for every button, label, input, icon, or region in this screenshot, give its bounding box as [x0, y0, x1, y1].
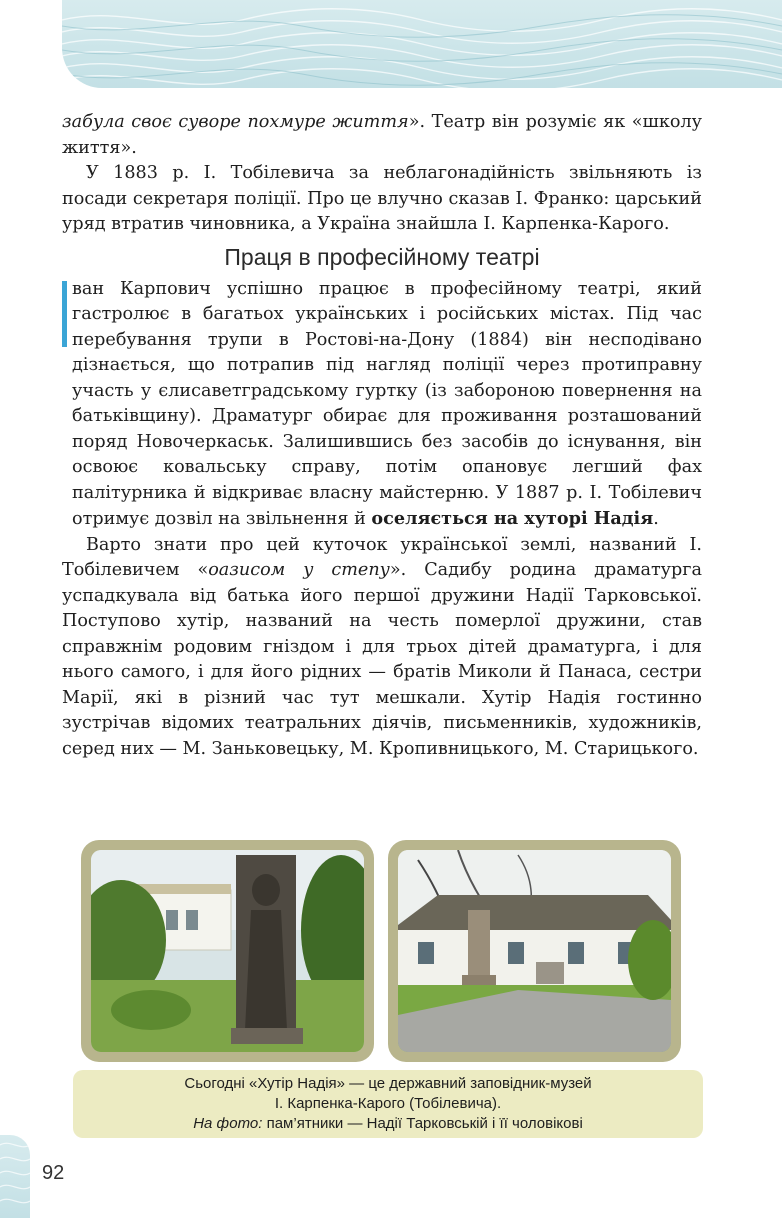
- paragraph-3-text: ван Карпович успішно працює в професійному театрі, який гастролює в багатьох українських і російських містах. Під час перебування трупи в Ростові-на-Дону (1884) він несподівано дізнається, що потрапив під нагляд поліції через протиправну участь у єлисаветградському гуртку (із забороною повернення на батьківщину). Драматург обирає для проживання розташований поряд Новочеркаськ. Залишившись без засобів до існування, він освоює ковальську справу, потім опановує легший фах палітурника й відкриває власну майстерню. У 1887 р. І. Тобілевич отримує дозвіл на звільнення й: [72, 278, 702, 529]
- italic-quote: забула своє суворе похмуре життя: [62, 112, 409, 132]
- photo-row: [81, 840, 681, 1062]
- decorative-wave-corner: [0, 1135, 30, 1218]
- page-number: 92: [42, 1162, 65, 1184]
- section-heading: Праця в професійному театрі: [224, 243, 540, 270]
- caption-line-2: І. Карпенка-Карого (Тобілевича).: [274, 1095, 502, 1112]
- bold-phrase: оселяється на хуторі Надія: [371, 508, 654, 529]
- paragraph-1: [62, 110, 702, 161]
- photo-museum-house: [388, 840, 681, 1062]
- paragraph-2: У 1883 р. І. Тобілевича за неблагонадійність звільняють із посади секретаря поліції. Про це влучно сказав І. Франко: царський уряд втратив чиновника, а Україна знайшла І. Карпенка-Карого.: [62, 163, 702, 234]
- paragraph-1-text: ». Театр він розуміє як «школу життя».: [62, 112, 703, 158]
- photo-caption: [73, 1070, 703, 1138]
- italic-phrase: оазисом у степу: [208, 560, 390, 580]
- paragraph-4: Варто знати про цей куточок української землі, названий І. Тобілевичем «оазисом у степу». Садибу родина драматурга успадкувала від батька його першої дружини Надії Тарковської. Поступово хутір, названий на честь померлої дружини, став справжнім родовим гніздом і для трьох дітей драматурга, і для нього самого, і для його рідних — братів Миколи й Панаса, сестри Марії, які в різний час тут мешкали. Хутір Надія гостинно зустрічав відомих театральних діячів, письменників, художників, серед них — М. Заньковецьку, М. Кропивницького, М. Старицького.: [62, 534, 702, 759]
- photo-monument-left: [81, 840, 374, 1062]
- decorative-wave-band: [62, 0, 782, 88]
- dropcap-letter-bar: [62, 281, 67, 347]
- text-content: [62, 110, 702, 762]
- caption-line-1: Сьогодні «Хутір Надія» — це державний заповідник-музей: [184, 1075, 592, 1092]
- caption-line-3: На фото: пам’ятники — Надії Тарковській і її чоловікові: [193, 1115, 583, 1132]
- paragraph-3: ван Карпович успішно працює в професійному театрі, який гастролює в багатьох українських і російських містах. Під час перебування трупи в Ростові-на-Дону (1884) він несподівано дізнається, що потрапив під нагляд поліції через протиправну участь у єлисаветградському гуртку (із забороною повернення на батьківщину). Драматург обирає для проживання розташований поряд Новочеркаськ. Залишившись без засобів до існування, він освоює ковальську справу, потім опановує легший фах палітурника й відкриває власну майстерню. У 1887 р. І. Тобілевич отримує дозвіл на звільнення й оселяється на хуторі Надія.: [62, 277, 702, 533]
